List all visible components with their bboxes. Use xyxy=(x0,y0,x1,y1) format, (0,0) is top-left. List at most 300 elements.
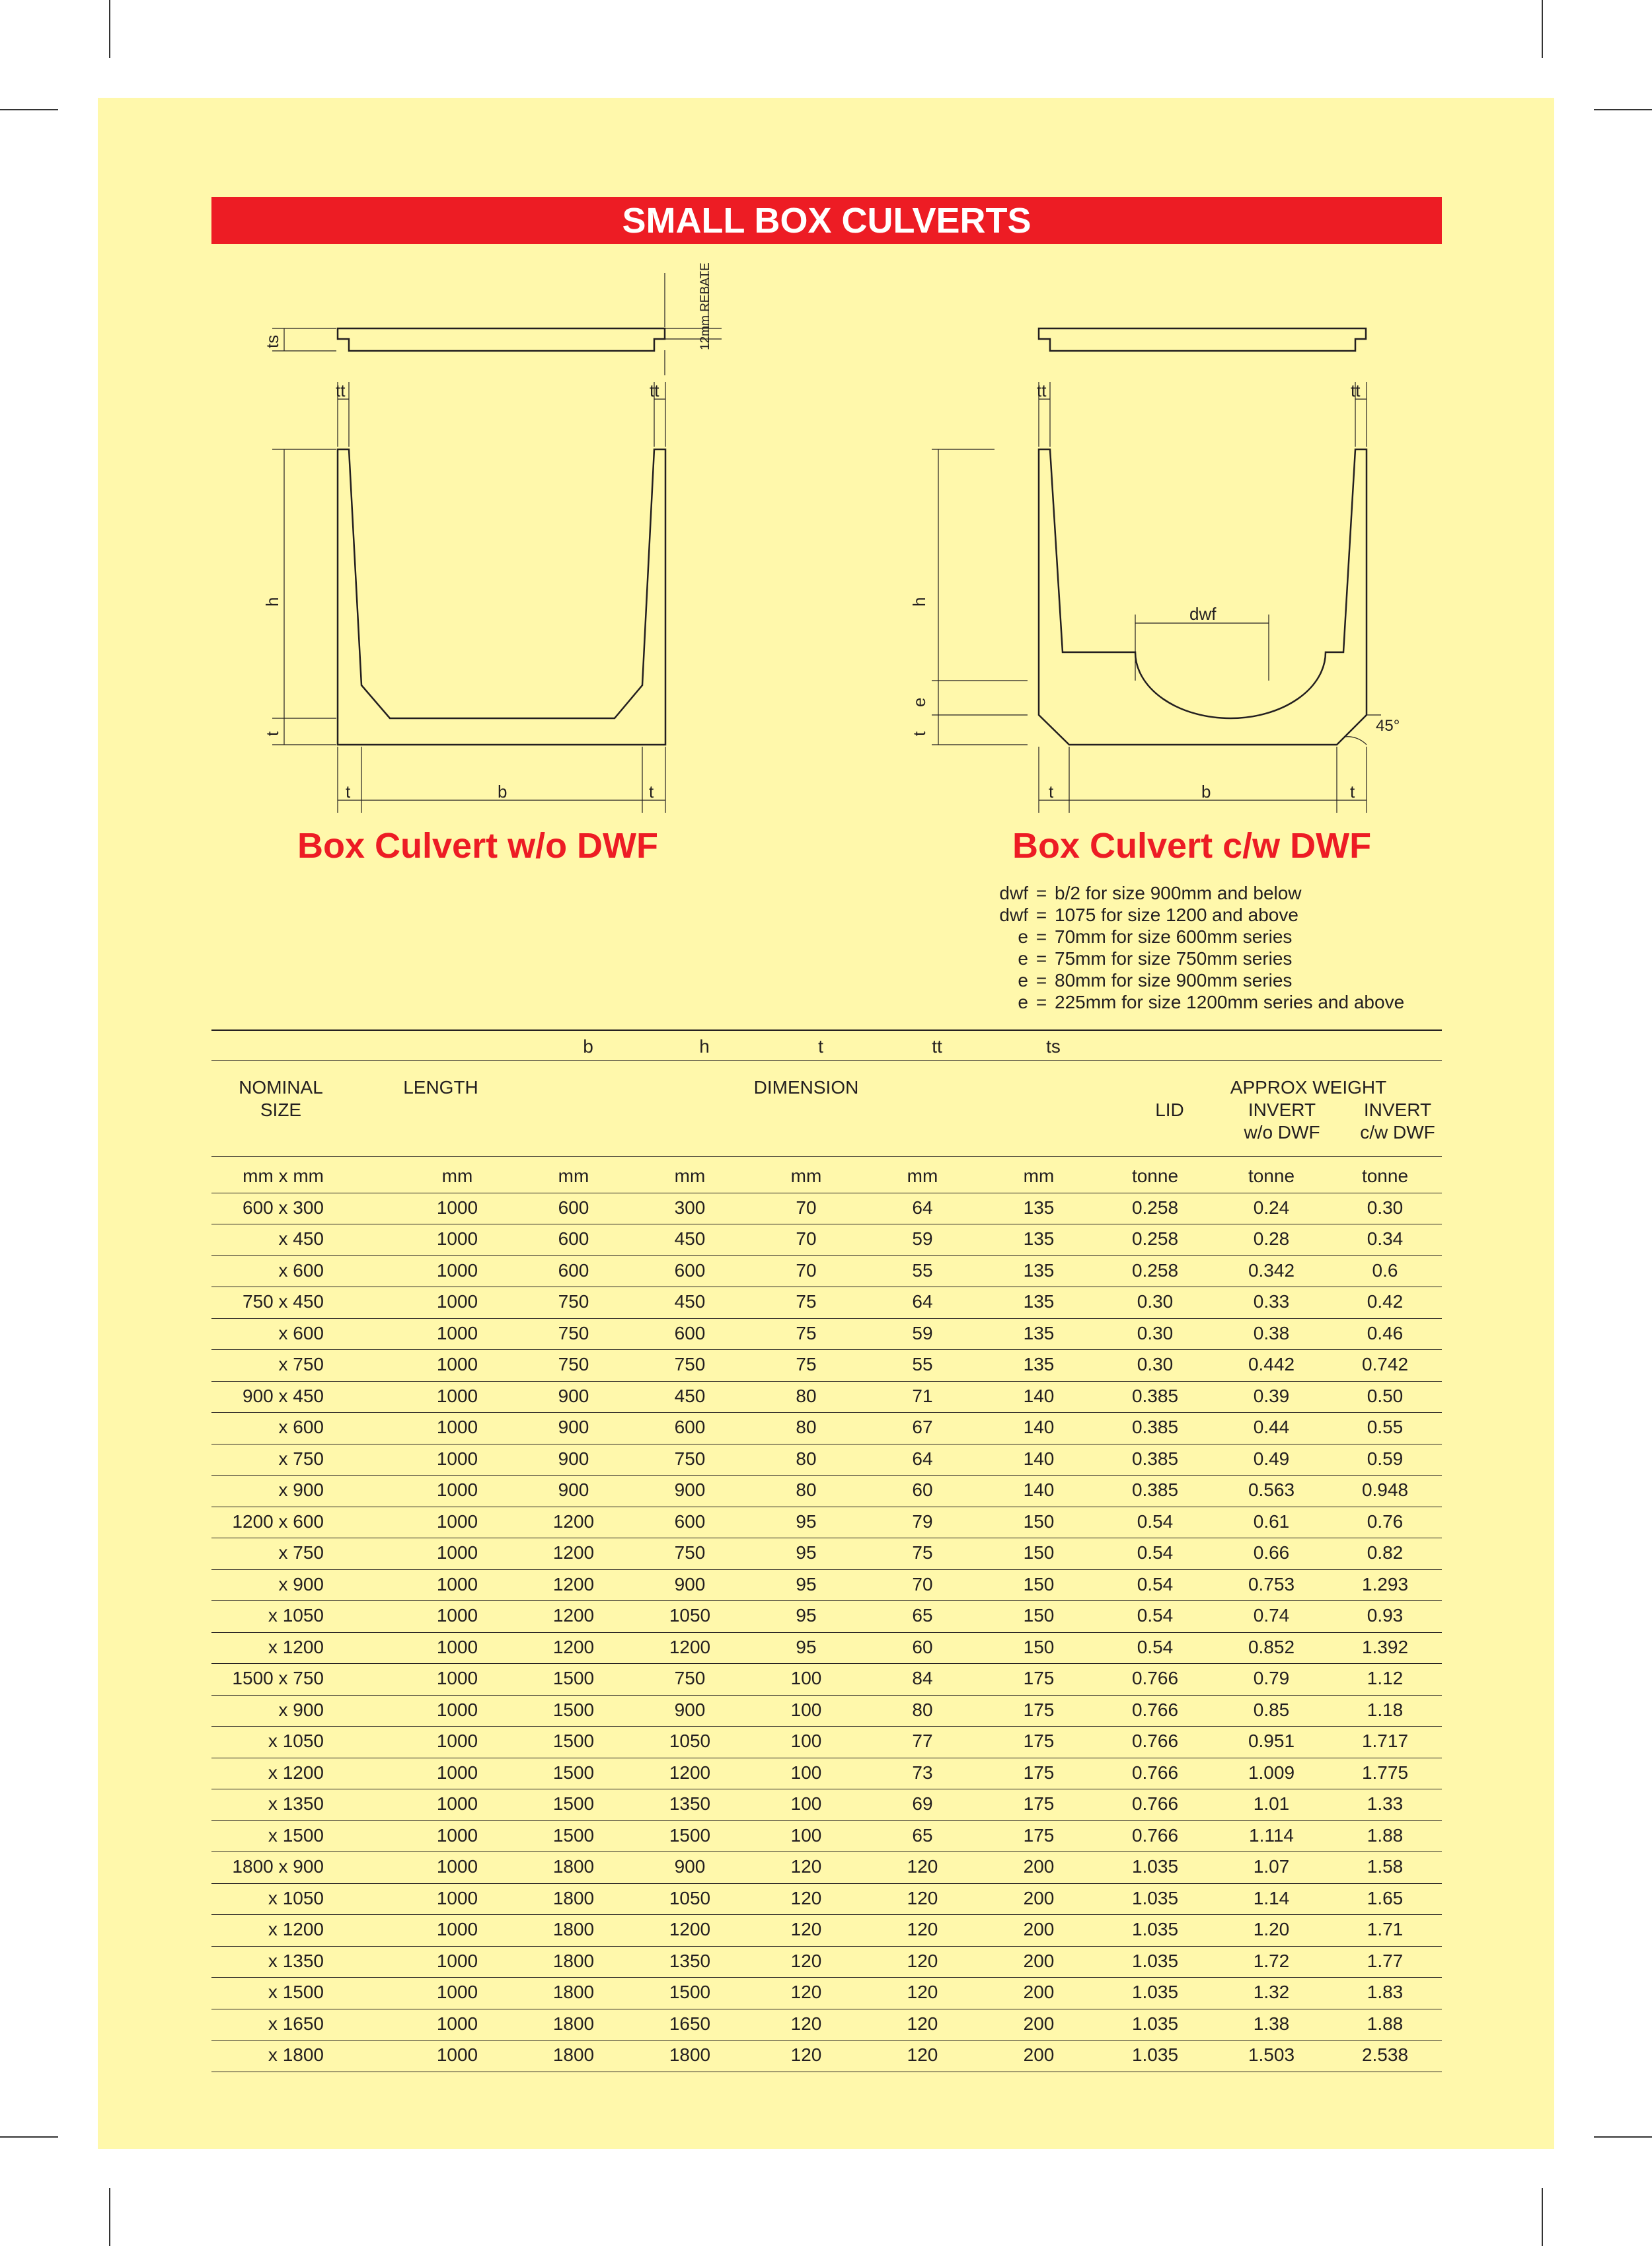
table-cell: 1350 xyxy=(669,1793,711,1814)
table-cell: 100 xyxy=(790,1824,822,1846)
table-cell: 750 x 450 xyxy=(243,1291,324,1312)
table-rule xyxy=(211,1060,1442,1061)
table-cell: 100 xyxy=(790,1699,822,1720)
table-cell: x 1200 xyxy=(268,1636,324,1657)
table-cell: 1.009 xyxy=(1248,1762,1295,1783)
table-cell: 67 xyxy=(912,1417,933,1437)
left-b-label: b xyxy=(498,782,507,802)
table-row xyxy=(211,1947,1442,1978)
crop-mark xyxy=(109,2188,110,2246)
table-cell: 1.88 xyxy=(1367,2013,1404,2034)
table-cell: 450 xyxy=(674,1291,706,1312)
table-cell: 1000 xyxy=(436,1668,478,1688)
table-cell: 135 xyxy=(1023,1259,1055,1281)
table-cell: 140 xyxy=(1023,1385,1055,1406)
table-cell: x 900 xyxy=(278,1699,324,1720)
table-cell: 79 xyxy=(912,1511,933,1532)
table-cell: 120 xyxy=(907,1982,938,2002)
table-cell: 1.65 xyxy=(1367,1887,1404,1908)
table-cell: 69 xyxy=(912,1793,933,1814)
table-cell: 1.07 xyxy=(1253,1856,1290,1877)
table-cell: 65 xyxy=(912,1824,933,1846)
table-cell: 100 xyxy=(790,1793,822,1814)
table-cell: 1000 xyxy=(436,1259,478,1281)
table-cell: x 1050 xyxy=(268,1887,324,1908)
table-cell: 0.766 xyxy=(1131,1824,1179,1846)
table-row xyxy=(211,1696,1442,1727)
table-cell: 0.33 xyxy=(1253,1291,1290,1312)
table-cell: 600 xyxy=(674,1417,706,1437)
header-size: SIZE xyxy=(260,1100,302,1120)
table-cell: 1.035 xyxy=(1131,2044,1179,2065)
table-cell: 1.77 xyxy=(1367,1950,1404,1971)
left-tt-label: tt xyxy=(336,381,346,400)
table-cell: 70 xyxy=(796,1228,817,1249)
table-cell: 1000 xyxy=(436,2013,478,2034)
table-cell: x 750 xyxy=(278,1542,324,1563)
table-cell: 600 xyxy=(674,1322,706,1343)
table-row xyxy=(211,1224,1442,1256)
table-cell: 1.12 xyxy=(1367,1668,1404,1688)
table-cell: 1200 xyxy=(552,1573,595,1594)
table-cell: 1800 xyxy=(552,2044,595,2065)
table-cell: 175 xyxy=(1023,1762,1055,1783)
table-cell: 0.766 xyxy=(1131,1731,1179,1751)
table-cell: x 600 xyxy=(278,1322,324,1343)
table-cell: mm x mm xyxy=(243,1166,324,1186)
table-cell: 1.035 xyxy=(1131,1919,1179,1939)
table-cell: 0.24 xyxy=(1253,1197,1290,1218)
table-cell: 0.385 xyxy=(1131,1479,1179,1500)
table-row xyxy=(211,1758,1442,1790)
table-cell: 0.258 xyxy=(1131,1197,1179,1218)
symbol-t: t xyxy=(818,1036,823,1057)
table-cell: 750 xyxy=(558,1291,589,1312)
table-cell: 750 xyxy=(558,1354,589,1374)
table-cell: 900 xyxy=(674,1856,706,1877)
table-cell: 1000 xyxy=(436,1699,478,1720)
table-cell: 1.88 xyxy=(1367,1824,1404,1846)
table-cell: mm xyxy=(674,1166,706,1186)
table-row xyxy=(211,1538,1442,1570)
table-cell: 120 xyxy=(907,2044,938,2065)
right-lid-outline xyxy=(1039,328,1366,351)
table-cell: 1.035 xyxy=(1131,1887,1179,1908)
table-cell: 1000 xyxy=(436,1919,478,1939)
table-cell: 1500 xyxy=(552,1731,595,1751)
table-cell: 1800 xyxy=(669,2044,711,2065)
table-cell: 1.035 xyxy=(1131,1982,1179,2002)
table-cell: 1050 xyxy=(669,1731,711,1751)
right-diagram-caption: Box Culvert c/w DWF xyxy=(1012,826,1372,866)
table-cell: 64 xyxy=(912,1197,933,1218)
table-cell: 100 xyxy=(790,1762,822,1783)
table-cell: 0.30 xyxy=(1137,1354,1174,1374)
right-h-label: h xyxy=(909,597,929,607)
table-cell: 80 xyxy=(912,1699,933,1720)
table-cell: 1.392 xyxy=(1361,1636,1409,1657)
table-cell: 1000 xyxy=(436,1479,478,1500)
crop-mark xyxy=(0,2136,58,2138)
table-cell: 175 xyxy=(1023,1824,1055,1846)
table-cell: 200 xyxy=(1023,1982,1055,2002)
left-body-outline xyxy=(338,449,665,745)
table-cell: 200 xyxy=(1023,2044,1055,2065)
header-dimension: DIMENSION xyxy=(753,1077,859,1098)
table-cell: 1200 x 600 xyxy=(232,1511,324,1532)
table-cell: 80 xyxy=(796,1479,817,1500)
left-diagram-labels xyxy=(262,262,712,802)
table-cell: 60 xyxy=(912,1636,933,1657)
symbol-b: b xyxy=(583,1036,593,1057)
note-line: dwf = 1075 for size 1200 and above xyxy=(999,905,1298,925)
table-cell: tonne xyxy=(1361,1166,1409,1186)
table-cell: 0.753 xyxy=(1248,1573,1295,1594)
table-cell: 1.503 xyxy=(1248,2044,1295,2065)
table-cell: 60 xyxy=(912,1479,933,1500)
table-cell: 0.82 xyxy=(1367,1542,1404,1563)
table-cell: 200 xyxy=(1023,1856,1055,1877)
table-cell: 450 xyxy=(674,1228,706,1249)
table-cell: 71 xyxy=(912,1385,933,1406)
table-cell: 1000 xyxy=(436,1605,478,1626)
note-line: e = 80mm for size 900mm series xyxy=(1018,970,1293,991)
table-row xyxy=(211,1382,1442,1413)
table-cell: x 1350 xyxy=(268,1950,324,1971)
table-cell: 0.34 xyxy=(1367,1228,1404,1249)
left-t-label: t xyxy=(346,782,351,802)
table-cell: 84 xyxy=(912,1668,933,1688)
table-cell: 150 xyxy=(1023,1542,1055,1563)
table-cell: 1800 xyxy=(552,1919,595,1939)
table-cell: 600 x 300 xyxy=(243,1197,324,1218)
left-ts-label: ts xyxy=(262,334,282,348)
table-cell: 200 xyxy=(1023,1887,1055,1908)
table-cell: 1000 xyxy=(436,1982,478,2002)
table-cell: 1000 xyxy=(436,1887,478,1908)
table-cell: x 1500 xyxy=(268,1982,324,2002)
table-cell: 1000 xyxy=(436,1762,478,1783)
table-cell: 0.852 xyxy=(1248,1636,1295,1657)
table-cell: 0.258 xyxy=(1131,1259,1179,1281)
table-cell: 73 xyxy=(912,1762,933,1783)
table-cell: 1200 xyxy=(552,1511,595,1532)
table-cell: 1000 xyxy=(436,1573,478,1594)
table-cell: 1000 xyxy=(436,1228,478,1249)
table-cell: 1.035 xyxy=(1131,1856,1179,1877)
table-cell: 0.766 xyxy=(1131,1762,1179,1783)
table-cell: 64 xyxy=(912,1448,933,1469)
table-cell: 1.14 xyxy=(1253,1887,1290,1908)
table-cell: 1500 xyxy=(552,1699,595,1720)
table-cell: x 750 xyxy=(278,1354,324,1374)
left-h-label: h xyxy=(262,597,282,607)
table-cell: 95 xyxy=(796,1605,817,1626)
table-cell: 140 xyxy=(1023,1479,1055,1500)
table-cell: 1000 xyxy=(436,1291,478,1312)
table-cell: 1000 xyxy=(436,1824,478,1846)
table-cell: 120 xyxy=(790,2013,822,2034)
symbol-h: h xyxy=(699,1036,710,1057)
table-cell: 135 xyxy=(1023,1354,1055,1374)
table-cell: 900 xyxy=(558,1448,589,1469)
table-cell: 1.293 xyxy=(1361,1573,1409,1594)
header-invert-cw-sub: c/w DWF xyxy=(1360,1122,1435,1142)
table-cell: 900 xyxy=(558,1479,589,1500)
table-cell: 1500 x 750 xyxy=(232,1668,324,1688)
table-cell: 1000 xyxy=(436,2044,478,2065)
table-cell: x 1500 xyxy=(268,1824,324,1846)
table-cell: 1.18 xyxy=(1367,1699,1404,1720)
left-lid-outline xyxy=(338,328,665,351)
table-cell: 0.54 xyxy=(1137,1573,1174,1594)
table-cell: 200 xyxy=(1023,1919,1055,1939)
table-cell: mm xyxy=(790,1166,822,1186)
table-cell: x 1050 xyxy=(268,1731,324,1751)
note-line: e = 225mm for size 1200mm series and above xyxy=(1018,992,1405,1012)
note-line: dwf = b/2 for size 900mm and below xyxy=(999,883,1302,903)
table-cell: 900 xyxy=(674,1699,706,1720)
left-dimension-lines xyxy=(272,271,722,813)
table-row xyxy=(211,1821,1442,1853)
table-cell: mm xyxy=(441,1166,473,1186)
table-cell: 140 xyxy=(1023,1417,1055,1437)
table-cell: x 900 xyxy=(278,1479,324,1500)
table-cell: 0.563 xyxy=(1248,1479,1295,1500)
table-cell: 0.55 xyxy=(1367,1417,1404,1437)
table-row xyxy=(211,1444,1442,1476)
table-cell: 120 xyxy=(790,1982,822,2002)
table-cell: 1800 xyxy=(552,1950,595,1971)
table-cell: 175 xyxy=(1023,1731,1055,1751)
table-cell: 80 xyxy=(796,1417,817,1437)
right-angle-label: 45° xyxy=(1376,717,1400,735)
table-cell: 80 xyxy=(796,1448,817,1469)
right-culvert-drawing xyxy=(1039,328,1367,745)
table-cell: 0.44 xyxy=(1253,1417,1290,1437)
table-cell: 65 xyxy=(912,1605,933,1626)
table-cell: 1650 xyxy=(669,2013,711,2034)
table-row xyxy=(211,1852,1442,1884)
table-cell: 95 xyxy=(796,1573,817,1594)
table-cell: 95 xyxy=(796,1511,817,1532)
culvert-diagrams xyxy=(0,0,1652,859)
table-cell: 0.951 xyxy=(1248,1731,1295,1751)
table-cell: 1.58 xyxy=(1367,1856,1404,1877)
table-cell: x 600 xyxy=(278,1259,324,1281)
table-cell: 1800 xyxy=(552,1982,595,2002)
table-cell: 750 xyxy=(674,1542,706,1563)
table-row xyxy=(211,1884,1442,1916)
left-diagram-caption: Box Culvert w/o DWF xyxy=(297,826,659,866)
right-dimension-lines xyxy=(932,382,1381,813)
table-cell: 0.74 xyxy=(1253,1605,1290,1626)
table-cell: 75 xyxy=(796,1322,817,1343)
table-cell: x 1200 xyxy=(268,1919,324,1939)
right-body-outline xyxy=(1039,449,1367,745)
table-cell: 75 xyxy=(912,1542,933,1563)
table-cell: 1500 xyxy=(669,1824,711,1846)
dwf-notes xyxy=(991,882,1404,1013)
right-t-label: t xyxy=(909,731,929,736)
table-cell: 1800 x 900 xyxy=(232,1856,324,1877)
table-cell: 1000 xyxy=(436,1197,478,1218)
right-t-label: t xyxy=(1350,782,1355,802)
table-cell: 0.54 xyxy=(1137,1542,1174,1563)
table-cell: 77 xyxy=(912,1731,933,1751)
table-cell: 135 xyxy=(1023,1322,1055,1343)
table-cell: 0.28 xyxy=(1253,1228,1290,1249)
table-cell: 1.035 xyxy=(1131,1950,1179,1971)
table-row xyxy=(211,2009,1442,2041)
header-invert-wo-sub: w/o DWF xyxy=(1244,1122,1320,1142)
table-cell: mm xyxy=(558,1166,589,1186)
table-cell: 0.442 xyxy=(1248,1354,1295,1374)
table-row xyxy=(211,1633,1442,1665)
table-cell: 0.385 xyxy=(1131,1448,1179,1469)
table-cell: 200 xyxy=(1023,2013,1055,2034)
table-cell: 120 xyxy=(790,1856,822,1877)
table-row xyxy=(211,1570,1442,1602)
table-cell: 64 xyxy=(912,1291,933,1312)
table-cell: 135 xyxy=(1023,1291,1055,1312)
table-cell: x 750 xyxy=(278,1448,324,1469)
table-cell: 900 x 450 xyxy=(243,1385,324,1406)
header-length: LENGTH xyxy=(403,1077,478,1098)
table-cell: 0.54 xyxy=(1137,1511,1174,1532)
table-cell: 70 xyxy=(796,1259,817,1281)
table-cell: 0.766 xyxy=(1131,1699,1179,1720)
table-row xyxy=(211,1350,1442,1382)
table-cell: 0.59 xyxy=(1367,1448,1404,1469)
table-cell: 135 xyxy=(1023,1197,1055,1218)
table-cell: 0.54 xyxy=(1137,1605,1174,1626)
table-cell: 600 xyxy=(558,1228,589,1249)
table-cell: 1200 xyxy=(669,1919,711,1939)
table-rule xyxy=(211,1029,1442,1031)
note-line: e = 70mm for size 600mm series xyxy=(1018,926,1293,947)
table-cell: 900 xyxy=(674,1573,706,1594)
header-nominal: NOMINAL xyxy=(239,1077,323,1098)
table-cell: x 1200 xyxy=(268,1762,324,1783)
table-cell: 120 xyxy=(907,1950,938,1971)
table-row xyxy=(211,1162,1442,1193)
table-cell: 0.742 xyxy=(1361,1354,1409,1374)
table-cell: 1.114 xyxy=(1249,1824,1294,1846)
table-cell: 1000 xyxy=(436,1856,478,1877)
table-cell: 0.39 xyxy=(1253,1385,1290,1406)
table-cell: 70 xyxy=(912,1573,933,1594)
table-cell: 1350 xyxy=(669,1950,711,1971)
table-cell: 120 xyxy=(907,1919,938,1939)
table-cell: 1050 xyxy=(669,1887,711,1908)
left-tt-label: tt xyxy=(650,381,659,400)
table-cell: 0.38 xyxy=(1253,1322,1290,1343)
table-cell: 1200 xyxy=(552,1542,595,1563)
crop-mark xyxy=(1542,2188,1543,2246)
table-cell: 1200 xyxy=(552,1605,595,1626)
table-cell: x 1350 xyxy=(268,1793,324,1814)
table-cell: 75 xyxy=(796,1354,817,1374)
table-cell: 900 xyxy=(558,1417,589,1437)
table-cell: 1800 xyxy=(552,1887,595,1908)
table-cell: 0.766 xyxy=(1131,1793,1179,1814)
table-cell: 0.85 xyxy=(1253,1699,1290,1720)
left-t-label: t xyxy=(262,731,282,736)
right-dwf-label: dwf xyxy=(1189,604,1217,624)
right-tt-label: tt xyxy=(1037,381,1047,400)
table-cell: 1000 xyxy=(436,1354,478,1374)
table-row xyxy=(211,1287,1442,1319)
table-cell: 1.71 xyxy=(1367,1919,1404,1939)
table-cell: 0.342 xyxy=(1248,1259,1295,1281)
table-row xyxy=(211,1601,1442,1633)
table-cell: tonne xyxy=(1131,1166,1179,1186)
table-cell: 0.76 xyxy=(1367,1511,1404,1532)
table-row xyxy=(211,1319,1442,1351)
table-cell: 600 xyxy=(674,1259,706,1281)
table-cell: 750 xyxy=(558,1322,589,1343)
table-cell: 1.717 xyxy=(1361,1731,1409,1751)
table-cell: 175 xyxy=(1023,1668,1055,1688)
crop-mark xyxy=(1594,2136,1652,2138)
right-tt-label: tt xyxy=(1351,381,1361,400)
table-cell: 70 xyxy=(796,1197,817,1218)
table-cell: 120 xyxy=(790,1887,822,1908)
table-row xyxy=(211,1978,1442,2009)
table-cell: x 1800 xyxy=(268,2044,324,2065)
symbol-tt: tt xyxy=(932,1036,942,1057)
table-cell: 300 xyxy=(674,1197,706,1218)
table-cell: 120 xyxy=(790,1919,822,1939)
table-cell: 55 xyxy=(912,1354,933,1374)
table-cell: 120 xyxy=(790,1950,822,1971)
table-cell: 1.33 xyxy=(1367,1793,1404,1814)
left-rebate-label: 12mm REBATE xyxy=(698,262,712,350)
table-cell: x 450 xyxy=(278,1228,324,1249)
left-culvert-drawing xyxy=(338,328,665,745)
table-cell: 1.38 xyxy=(1253,2013,1290,2034)
table-cell: 1.72 xyxy=(1253,1950,1290,1971)
table-cell: 150 xyxy=(1023,1573,1055,1594)
left-t-label: t xyxy=(649,782,654,802)
table-cell: 0.66 xyxy=(1253,1542,1290,1563)
table-cell: 1000 xyxy=(436,1511,478,1532)
table-cell: tonne xyxy=(1248,1166,1295,1186)
table-cell: 120 xyxy=(907,2013,938,2034)
header-invert-cw: INVERT xyxy=(1363,1100,1432,1120)
table-cell: 750 xyxy=(674,1354,706,1374)
table-cell: x 600 xyxy=(278,1417,324,1437)
table-cell: 1200 xyxy=(669,1762,711,1783)
table-cell: 1.83 xyxy=(1367,1982,1404,2002)
table-cell: 1000 xyxy=(436,1385,478,1406)
table-cell: 1500 xyxy=(669,1982,711,2002)
table-cell: 135 xyxy=(1023,1228,1055,1249)
table-cell: 95 xyxy=(796,1636,817,1657)
table-cell: 1000 xyxy=(436,1542,478,1563)
table-cell: 1500 xyxy=(552,1793,595,1814)
right-e-label: e xyxy=(909,697,929,707)
table-cell: mm xyxy=(907,1166,938,1186)
table-cell: 1.20 xyxy=(1253,1919,1290,1939)
table-cell: 0.948 xyxy=(1361,1479,1409,1500)
table-cell: 120 xyxy=(907,1887,938,1908)
table-cell: 0.61 xyxy=(1253,1511,1290,1532)
table-cell: 2.538 xyxy=(1361,2044,1409,2065)
table-cell: 0.46 xyxy=(1367,1322,1404,1343)
table-cell: 200 xyxy=(1023,1950,1055,1971)
